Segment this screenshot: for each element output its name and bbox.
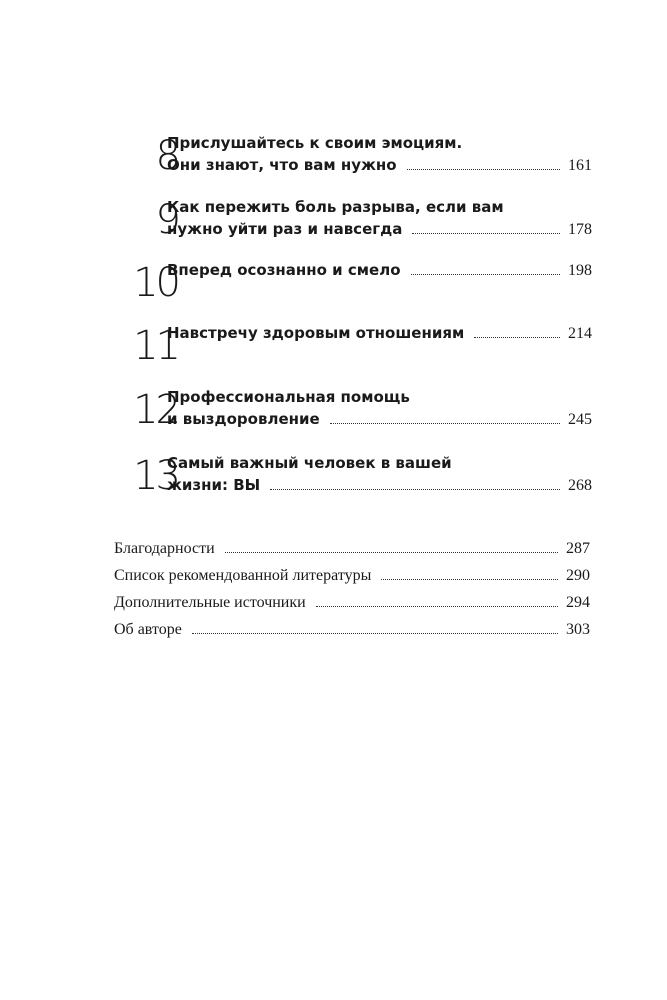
- chapter-title: [167, 386, 592, 430]
- chapter-number: 12: [133, 387, 178, 433]
- chapter-title-line: Вперед осознанно и смело: [167, 261, 401, 279]
- entry-title: Дополнительные источники: [114, 594, 306, 611]
- page-number: 290: [566, 567, 590, 584]
- chapter-title: [167, 132, 592, 176]
- dot-leader: [192, 633, 558, 634]
- chapter-number: 9: [155, 197, 178, 243]
- chapter-number: 13: [133, 453, 178, 499]
- dot-leader: [474, 337, 560, 338]
- page-number: 294: [566, 594, 590, 611]
- page-number: 214: [568, 325, 592, 342]
- chapter-number: 10: [133, 260, 178, 306]
- page-number: 245: [568, 411, 592, 428]
- chapter-title-line: Навстречу здоровым отношениям: [167, 324, 465, 342]
- chapter-title-line: и выздоровление: [167, 410, 320, 428]
- page-number: 287: [566, 540, 590, 557]
- toc-entry-acknowledgements[interactable]: [114, 536, 590, 562]
- dot-leader: [381, 579, 558, 580]
- chapter-title: [167, 196, 592, 240]
- toc-chapter-13[interactable]: [112, 452, 592, 512]
- toc-chapter-10[interactable]: [112, 259, 592, 319]
- toc-entry-about-author[interactable]: [114, 617, 590, 643]
- chapter-title-line: Как пережить боль разрыва, если вам: [167, 198, 504, 216]
- chapter-title-line: Профессиональная помощь: [167, 388, 410, 406]
- entry-title: Об авторе: [114, 621, 182, 638]
- page-number: 303: [566, 621, 590, 638]
- chapter-number: 11: [133, 323, 178, 369]
- chapter-title-line: Они знают, что вам нужно: [167, 156, 397, 174]
- page-number: 198: [568, 262, 592, 279]
- dot-leader: [330, 423, 560, 424]
- page-number: 161: [568, 157, 592, 174]
- dot-leader: [316, 606, 558, 607]
- page-number: 178: [568, 221, 592, 238]
- dot-leader: [411, 274, 560, 275]
- toc-entry-additional-sources[interactable]: [114, 590, 590, 616]
- entry-title: Список рекомендованной литературы: [114, 567, 372, 584]
- toc-entry-recommended-reading[interactable]: [114, 563, 590, 589]
- chapter-title: [167, 259, 592, 281]
- toc-chapter-8[interactable]: [112, 132, 592, 192]
- entry-title: Благодарности: [114, 540, 215, 557]
- toc-chapter-9[interactable]: [112, 196, 592, 256]
- chapter-title: [167, 452, 592, 496]
- chapter-title-line: Прислушайтесь к своим эмоциям.: [167, 134, 463, 152]
- chapter-title: [167, 322, 592, 344]
- chapter-title-line: Самый важный человек в вашей: [167, 454, 452, 472]
- toc-chapter-12[interactable]: [112, 386, 592, 446]
- page-number: 268: [568, 477, 592, 494]
- dot-leader: [412, 233, 560, 234]
- dot-leader: [225, 552, 558, 553]
- toc-chapter-11[interactable]: [112, 322, 592, 382]
- dot-leader: [270, 489, 560, 490]
- chapter-title-line: жизни: ВЫ: [167, 476, 261, 494]
- dot-leader: [407, 169, 560, 170]
- chapter-title-line: нужно уйти раз и навсегда: [167, 220, 403, 238]
- chapter-number: 8: [155, 133, 178, 179]
